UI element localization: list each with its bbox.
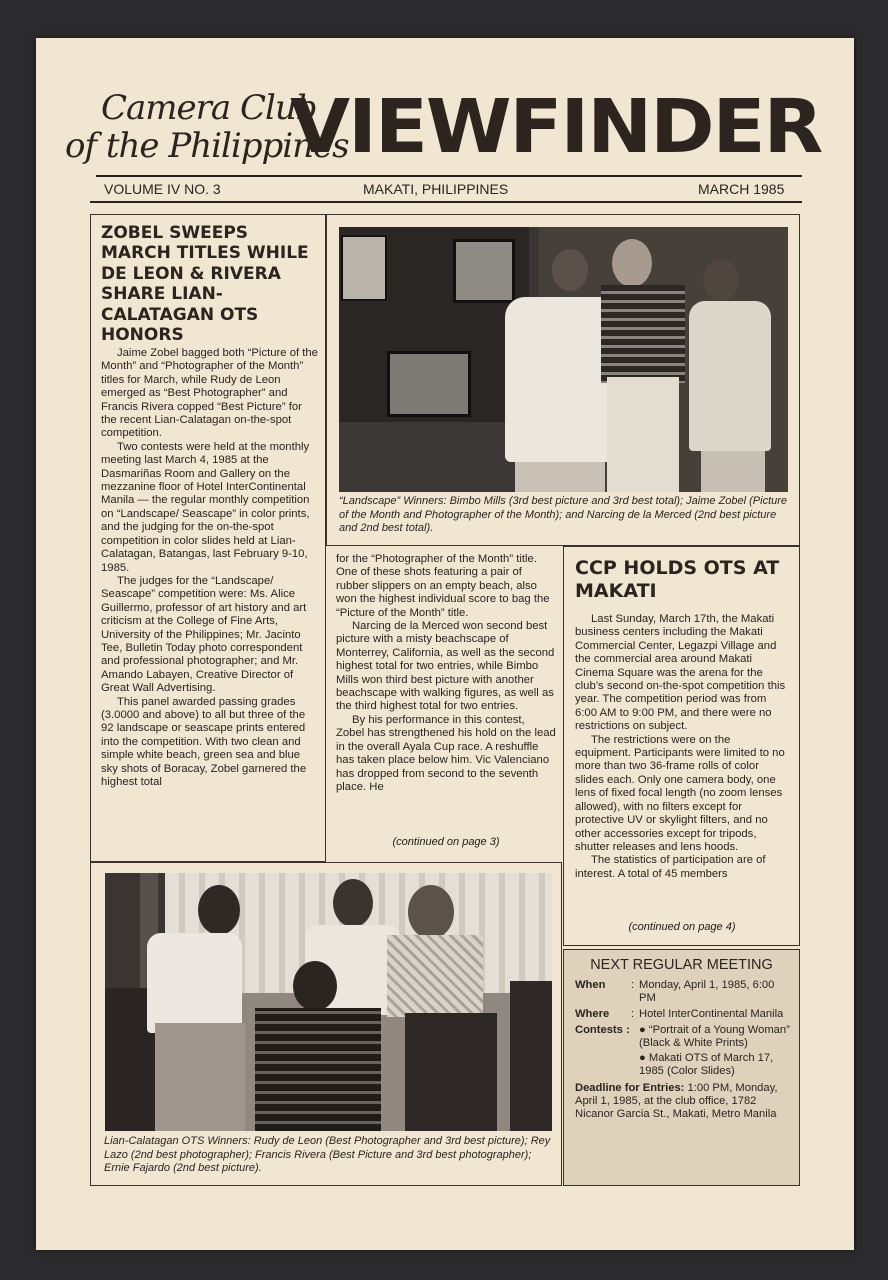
bullet-icon: ● [639,1052,649,1064]
meeting-table: When : Monday, April 1, 1985, 6:00 PM Where : Hotel InterContinental Manila Contests : ● “Portrait of a Young Woman” (Black & White Prints) ● Makati OTS of March 17, 1985 (Color Slides) [575,979,793,1078]
article1-headline: ZOBEL SWEEPS MARCH TITLES WHILE DE LEON & RIVERA SHARE LIAN-CALATAGAN OTS HONORS [101,223,309,345]
article1-paragraph: Jaime Zobel bagged both “Picture of the Month” and “Photographer of the Month” titles for March, while Rudy de Leon emerged as “Best Photographer” and Francis Rivera copped “Best Picture” for the recent Lian-Calatagan on-the-spot competition. [101,347,318,440]
club-name-line2: of the Philippines [65,126,349,166]
when-value: Monday, April 1, 1985, 6:00 PM [639,979,775,1004]
meeting-details [575,979,793,1121]
newsletter-title: VIEWFINDER [290,84,822,170]
landscape-winners-photo [339,227,788,492]
bullet-icon: ● [639,1024,649,1036]
contests-label: Contests : [575,1024,630,1036]
meeting-title: NEXT REGULAR MEETING [590,957,773,973]
article2-body [575,613,789,915]
photo1-caption: “Landscape” Winners: Bimbo Mills (3rd best picture and 3rd best total); Jaime Zobel (Picture of the Month and Photographer of the Month); and Narcing de la Merced (2nd best picture and 2nd best total). [339,495,788,534]
article1-col2 [336,553,556,853]
article2-continued: (continued on page 4) [628,921,736,933]
club-name-line1: Camera Club [101,88,317,128]
article2-paragraph: Last Sunday, March 17th, the Makati business centers including the Makati Commercial Center, Legazpi Village and the commercial area around Makati Cinema Square was the arena for the club’s second on-the-spot competition this year. The competition period was from 6:00 AM to 9:00 PM, and there were no restrictions on subject. [575,613,786,733]
club-logo [65,88,349,183]
photo2-caption: Lian-Calatagan OTS Winners: Rudy de Leon (Best Photographer and 3rd best picture); Rey Lazo (2nd best photographer); Francis Rivera (Best Picture and 3rd best photographer); Ernie Fajardo (2nd best picture). [104,1135,551,1174]
deadline-label: Deadline for Entries: [575,1082,685,1094]
article2-paragraph: The restrictions were on the equipment. Participants were limited to no more than two 36-frame rolls of color slides each. Only one camera body, one lens of fixed focal length (no zoom lenses allowed), with no filters except for protective UV or skylight filters, and no other accessories except for tripods, shutter releases and lens hoods. [575,733,785,853]
where-value: Hotel InterContinental Manila [639,1008,784,1020]
contest-2: Makati OTS of March 17, 1985 (Color Slides) [639,1052,774,1077]
when-label: When [575,979,606,991]
article1-paragraph: This panel awarded passing grades (3.0000 and above) to all but three of the 92 landscape or seascape prints entered into the competition. With two clean and simple white beach, green sea and blue sky shots of Boracay, Zobel garnered the highest total [101,695,307,788]
article1-paragraph: By his performance in this contest, Zobel has strengthened his hold on the lead in the overall Ayala Cup race. A reshuffle has taken place below him. Vic Valenciano has dropped from second to the seventh place. He [336,713,556,793]
where-label: Where [575,1008,610,1020]
article2-paragraph: The statistics of participation are of interest. A total of 45 members [575,854,766,880]
article1-col1 [101,347,319,852]
volume-number: VOLUME IV NO. 3 [104,181,221,197]
issue-date: MARCH 1985 [698,181,785,197]
deadline-value: 1:00 PM, Monday, April 1, 1985, at the club office, 1782 Nicanor Garcia St., Makati, Metro Manila [575,1082,778,1120]
article1-paragraph: Two contests were held at the monthly meeting last March 4, 1985 at the Dasmariñas Room and Gallery on the mezzanine floor of Hotel InterContinental Manila — the regular monthly competition on “Landscape/ Seascape” in color prints, and the judging for the on-the-spot competition in color slides held at Lian-Calatagan, Batangas, last February 9-10, 1985. [101,440,310,574]
ots-winners-photo [105,873,552,1131]
masthead-rule-top [96,175,802,177]
article1-continued: (continued on page 3) [336,836,556,848]
article1-paragraph: The judges for the “Landscape/ Seascape” competition were: Ms. Alice Guillermo, professor of art history and art criticism at the College of Fine Arts, University of the Philippines; Mr. Jacinto Tee, Bulletin Today photo correspondent and professional photographer; and Mr. Amando Labayen, Creative Director of Great Wall Advertising. [101,574,307,695]
article1-paragraph: Narcing de la Merced won second best picture with a misty beachscape of Monterrey, California, as well as the second highest total for two entries, while Bimbo Mills won third best picture with another beachscape with walking figures, as well as the third highest total for two entries. [336,620,555,713]
article2-headline: CCP HOLDS OTS AT MAKATI [575,557,780,602]
location: MAKATI, PHILIPPINES [363,181,509,197]
deadline [575,1082,793,1121]
article1-paragraph: for the “Photographer of the Month” title. One of these shots featuring a pair of rubber slippers on an empty beach, also won the highest individual score to bag the “Picture of the Month” title. [336,553,550,619]
contest-1: “Portrait of a Young Woman” (Black & White Prints) [639,1024,790,1049]
masthead-rule-bottom [90,201,802,203]
